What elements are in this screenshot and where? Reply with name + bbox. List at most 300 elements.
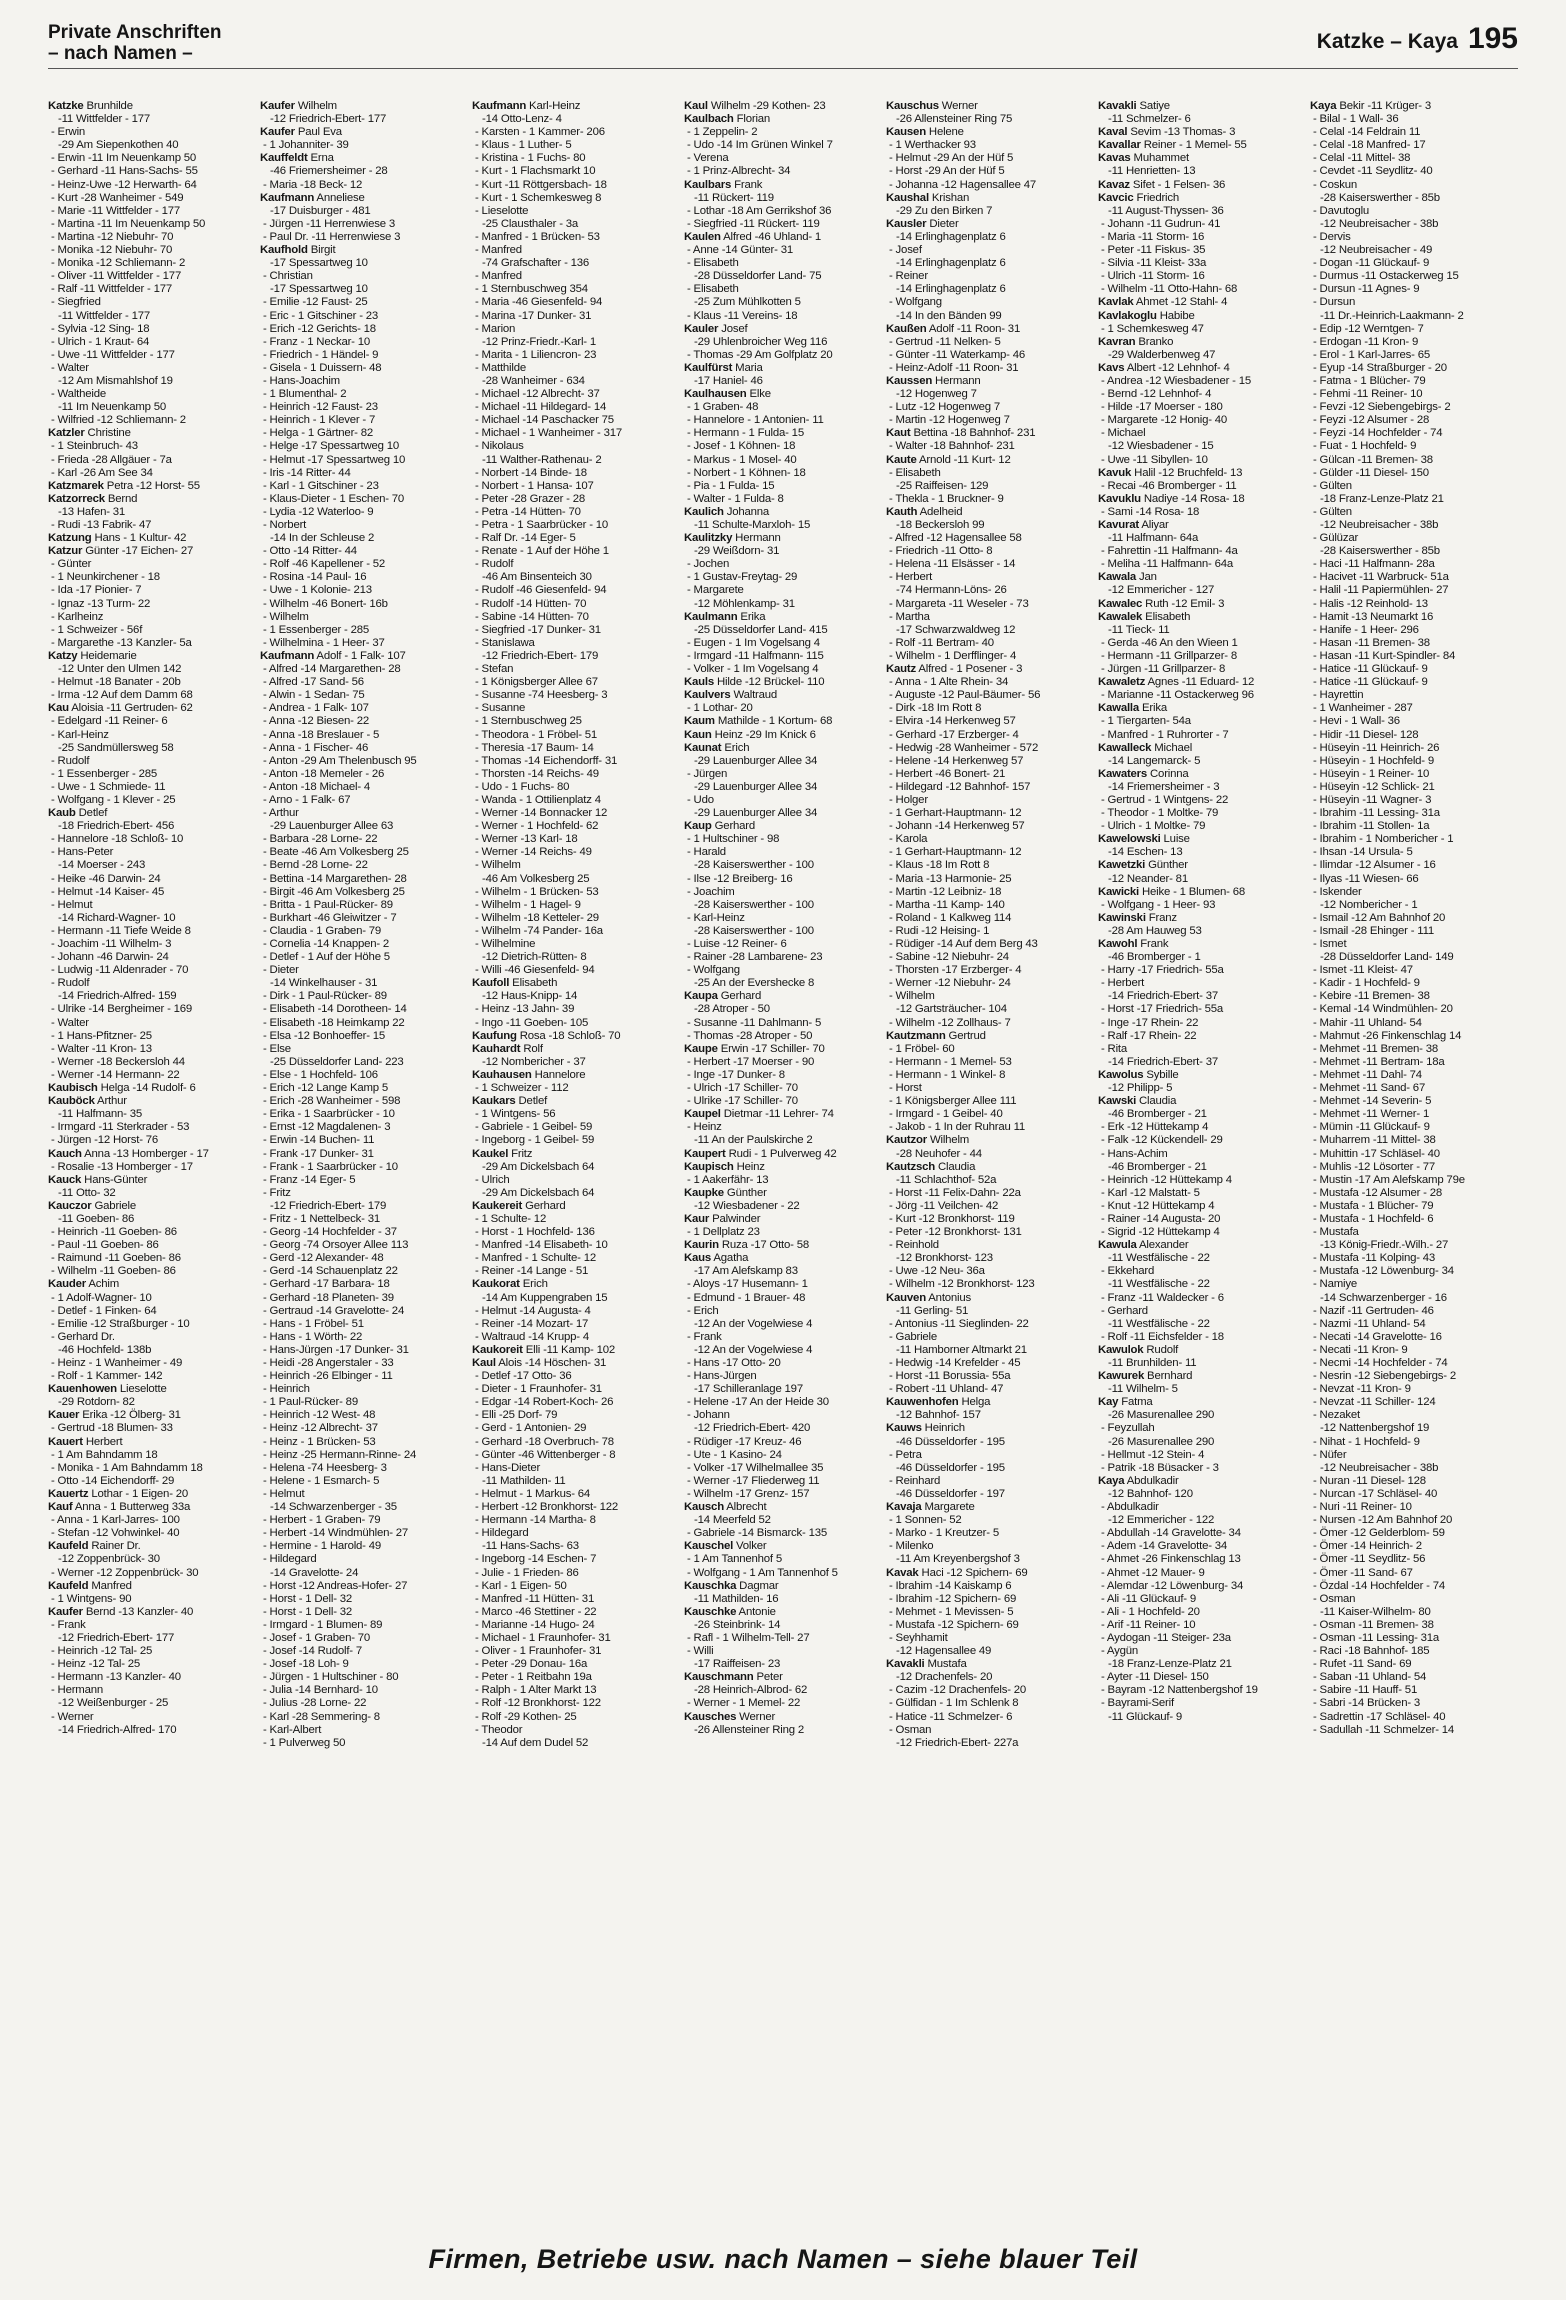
directory-entry: - Marita - 1 Liliencron- 23 — [475, 348, 597, 361]
directory-entry: Kavlak Ahmet -12 Stahl- 4 — [1098, 296, 1228, 309]
directory-entry: - Petra -14 Hütten- 70 — [475, 505, 581, 518]
directory-entry: -26 Masurenallee 290 — [1108, 1409, 1215, 1422]
directory-entry: - Wilhelm -18 Ketteler- 29 — [475, 911, 599, 924]
directory-entry: - Hildegard — [475, 1527, 529, 1540]
directory-entry: - Helmut -29 An der Hüf 5 — [889, 152, 1014, 165]
directory-entry: -28 Wanheimer - 634 — [482, 374, 585, 387]
directory-entry: - Hermann -13 Kanzler- 40 — [51, 1671, 181, 1684]
directory-entry: - Gülüzar — [1313, 532, 1359, 545]
directory-entry: Kaufmann Anneliese — [260, 191, 365, 204]
directory-entry: Kaukereit Gerhard — [472, 1199, 566, 1212]
directory-entry: - Mahmut -26 Finkenschlag 14 — [1313, 1029, 1462, 1042]
directory-entry: - Reiner -14 Mozart- 17 — [475, 1317, 589, 1330]
directory-entry: - Helmut -14 Augusta- 4 — [475, 1304, 591, 1317]
directory-entry: -25 Düsseldorfer Land- 223 — [270, 1055, 404, 1068]
directory-entry: - Gabriele — [889, 1330, 938, 1343]
directory-entry: - Uwe - 1 Kolonie- 213 — [263, 584, 372, 597]
directory-entry: Kaupa Gerhard — [684, 990, 762, 1003]
directory-entry: - Maria -18 Beck- 12 — [263, 178, 363, 191]
directory-entry: - Verena — [687, 152, 729, 165]
directory-entry: - Jürgen - 1 Hultschiner - 80 — [263, 1671, 399, 1684]
directory-entry: - Rudolf -46 Giesenfeld- 94 — [475, 584, 607, 597]
directory-entry: - Hüseyin - 1 Hochfeld- 9 — [1313, 754, 1434, 767]
directory-entry: - Ömer -12 Gelderblom- 59 — [1313, 1527, 1445, 1540]
directory-entry: - Oliver -11 Wittfelder - 177 — [51, 270, 182, 283]
directory-entry: - Ralf -11 Wittfelder - 177 — [51, 283, 172, 296]
directory-entry: -18 Friedrich-Ebert- 456 — [58, 820, 175, 833]
directory-entry: - Gertrud -18 Blumen- 33 — [51, 1422, 173, 1435]
directory-entry: - Erwin — [51, 126, 86, 139]
directory-entry: Kaur Palwinder — [684, 1212, 761, 1225]
directory-entry: - Anne -14 Günter- 31 — [687, 244, 793, 257]
directory-entry: - Markus - 1 Mosel- 40 — [687, 453, 797, 466]
directory-entry: -28 Düsseldorfer Land- 149 — [1320, 951, 1454, 964]
directory-entry: - Rufet -11 Sand- 69 — [1313, 1658, 1412, 1671]
directory-entry: - Erwin -14 Buchen- 11 — [263, 1134, 375, 1147]
directory-entry: - Thorsten -17 Erzberger- 4 — [889, 964, 1022, 977]
directory-entry: - Barbara -28 Lorne- 22 — [263, 833, 378, 846]
directory-entry: -25 Sandmüllersweg 58 — [58, 741, 174, 754]
directory-entry: - Erich -28 Wanheimer - 598 — [263, 1095, 401, 1108]
directory-entry: - Burkhart -46 Gleiwitzer - 7 — [263, 911, 397, 924]
directory-entry: -29 Weißdorn- 31 — [694, 545, 780, 558]
directory-entry: -12 Haus-Knipp- 14 — [482, 990, 578, 1003]
directory-entry: - Celal -11 Mittel- 38 — [1313, 152, 1411, 165]
directory-entry: - Irmgard -11 Sterkrader - 53 — [51, 1121, 190, 1134]
directory-entry: -11 Mathilden- 11 — [482, 1474, 566, 1487]
directory-entry: - Hans - 1 Wörth- 22 — [263, 1330, 363, 1343]
directory-entry: - Eugen - 1 Im Vogelsang 4 — [687, 636, 820, 649]
directory-entry: - Monika -12 Schliemann- 2 — [51, 257, 186, 270]
directory-entry: - Walter -11 Kron- 13 — [51, 1042, 152, 1055]
directory-entry: - Erk -12 Hüttekamp 4 — [1101, 1121, 1209, 1134]
directory-entry: Kaup Gerhard — [684, 820, 756, 833]
directory-entry: - Gülten — [1313, 505, 1352, 518]
directory-entry: -46 Bromberger - 1 — [1108, 951, 1201, 964]
directory-entry: -11 Dr.-Heinrich-Laakmann- 2 — [1320, 309, 1464, 322]
directory-entry: - Erwin -11 Im Neuenkamp 50 — [51, 152, 197, 165]
directory-entry: - Heinrich -12 Faust- 23 — [263, 401, 378, 414]
directory-entry: Kauffeldt Erna — [260, 152, 334, 165]
directory-entry: - Arno - 1 Falk- 67 — [263, 793, 351, 806]
directory-entry: -12 Friedrich-Ebert- 179 — [270, 1199, 387, 1212]
directory-entry: - Susanne — [475, 702, 526, 715]
directory-entry: - Anna - 1 Alte Rhein- 34 — [889, 676, 1009, 689]
directory-entry: Katzorreck Bernd — [48, 492, 138, 505]
directory-entry: -12 Unter den Ulmen 142 — [58, 663, 182, 676]
directory-entry: Kaut Bettina -18 Bahnhof- 231 — [886, 427, 1036, 440]
directory-entry: - Horst -11 Borussia- 55a — [889, 1370, 1011, 1383]
directory-entry: - 1 Steinbruch- 43 — [51, 440, 138, 453]
directory-entry: - Josef — [889, 244, 922, 257]
directory-entry: - Osman -11 Lessing- 31a — [1313, 1631, 1440, 1644]
directory-entry: -12 Wiesbadener - 22 — [694, 1199, 800, 1212]
directory-entry: - Andrea - 1 Falk- 107 — [263, 702, 369, 715]
directory-entry: - Gabriele - 1 Geibel- 59 — [475, 1121, 593, 1134]
directory-entry: -12 Bahnhof- 120 — [1108, 1487, 1193, 1500]
directory-entry: - Werner -14 Bonnacker 12 — [475, 807, 608, 820]
directory-entry: - Celal -18 Manfred- 17 — [1313, 139, 1426, 152]
directory-entry: - Pia - 1 Fulda- 15 — [687, 479, 775, 492]
directory-entry: Kaukel Fritz — [472, 1147, 533, 1160]
directory-entry: - Siegfried — [51, 296, 101, 309]
directory-entry: Kausch Albrecht — [684, 1501, 767, 1514]
directory-entry: - Wilhelm — [889, 990, 935, 1003]
directory-entry: Kay Fatma — [1098, 1396, 1153, 1409]
directory-entry: - Cazim -12 Drachenfels- 20 — [889, 1684, 1027, 1697]
directory-entry: -17 Raiffeisen- 23 — [694, 1658, 781, 1671]
directory-entry: - 1 Hultschiner - 98 — [687, 833, 780, 846]
directory-entry: - Helena -11 Elsässer - 14 — [889, 558, 1016, 571]
directory-entry: -17 Schilleranlage 197 — [694, 1383, 803, 1396]
directory-entry: - Alfred -17 Sand- 56 — [263, 676, 364, 689]
directory-entry: - Werner -13 Karl- 18 — [475, 833, 578, 846]
directory-entry: - Heinz -13 Jahn- 39 — [475, 1003, 575, 1016]
directory-entry: - Hans -17 Otto- 20 — [687, 1357, 781, 1369]
directory-entry: - Dursun — [1313, 296, 1356, 309]
directory-entry: - Jakob - 1 In der Ruhrau 11 — [889, 1121, 1026, 1134]
directory-entry: - Werner -12 Zoppenbrück- 30 — [51, 1566, 199, 1579]
directory-entry: - Elvira -14 Herkenweg 57 — [889, 715, 1016, 728]
directory-entry: -17 Spessartweg 10 — [270, 257, 368, 270]
directory-entry: -29 Rotdorn- 82 — [58, 1396, 135, 1409]
directory-entry: Kaußen Adolf -11 Roon- 31 — [886, 322, 1021, 335]
directory-entry: Kaufmann Adolf - 1 Falk- 107 — [260, 649, 406, 662]
directory-entry: Kauf Anna - 1 Butterweg 33a — [48, 1501, 191, 1514]
directory-entry: Kauer Erika -12 Ölberg- 31 — [48, 1409, 181, 1422]
directory-entry: - Siegfried -17 Dunker- 31 — [475, 623, 601, 636]
directory-entry: - Ute - 1 Kasino- 24 — [687, 1448, 782, 1461]
directory-entry: - Helmut — [263, 1487, 305, 1500]
directory-entry: - 1 Prinz-Albrecht- 34 — [687, 165, 791, 178]
directory-entry: - Thekla - 1 Bruckner- 9 — [889, 492, 1004, 505]
directory-entry: - Sabire -11 Hauff- 51 — [1313, 1684, 1418, 1697]
directory-entry: -17 Schwarzwaldweg 12 — [896, 623, 1016, 636]
directory-entry: - 1 Schulte- 12 — [475, 1212, 547, 1225]
directory-entry: -12 Nombericher - 1 — [1320, 898, 1418, 911]
directory-entry: Kauschka Dagmar — [684, 1579, 779, 1592]
directory-entry: - Matthilde — [475, 361, 526, 374]
directory-entry: -12 Zoppenbrück- 30 — [58, 1553, 160, 1566]
directory-entry: - Fatma - 1 Blücher- 79 — [1313, 374, 1426, 387]
directory-entry: - Jürgen -11 Grillparzer- 8 — [1101, 663, 1226, 676]
directory-entry: - Julia -14 Bernhard- 10 — [263, 1684, 378, 1697]
directory-entry: - Gabriele -14 Bismarck- 135 — [687, 1527, 827, 1540]
directory-entry: - Hermann - 1 Fulda- 15 — [687, 427, 804, 440]
directory-entry: - Heinrich -12 West- 48 — [263, 1409, 376, 1422]
directory-entry: Kawski Claudia — [1098, 1095, 1177, 1108]
directory-entry: - Theresia -17 Baum- 14 — [475, 741, 594, 754]
directory-entry: -29 Am Dickelsbach 64 — [482, 1160, 595, 1173]
directory-entry: -46 Düsseldorfer - 195 — [896, 1435, 1005, 1448]
directory-entry: - Hermann - 1 Memel- 53 — [889, 1055, 1012, 1068]
directory-entry: - Ömer -14 Heinrich- 2 — [1313, 1540, 1422, 1553]
directory-entry: Kaufung Rosa -18 Schloß- 70 — [472, 1029, 621, 1042]
directory-entry: - Kristina - 1 Fuchs- 80 — [475, 152, 586, 165]
directory-entry: - 1 Königsberger Allee 67 — [475, 676, 598, 689]
directory-entry: - Anton -29 Am Thelenbusch 95 — [263, 754, 417, 767]
directory-entry: -12 Bahnhof- 157 — [896, 1409, 981, 1422]
directory-entry: - 1 Lothar- 20 — [687, 702, 753, 715]
directory-entry: - Ingeborg -14 Eschen- 7 — [475, 1553, 597, 1566]
directory-entry: - Karl-Heinz — [51, 728, 109, 741]
directory-entry: - Helena -74 Heesberg- 3 — [263, 1461, 387, 1474]
directory-entry: Kavakli Mustafa — [886, 1658, 967, 1671]
directory-entry: -11 Halfmann- 35 — [58, 1108, 142, 1121]
directory-entry: Kauhausen Hannelore — [472, 1068, 586, 1081]
directory-entry: - Ingo -11 Goeben- 105 — [475, 1016, 589, 1029]
directory-entry: Kauth Adelheid — [886, 505, 963, 518]
directory-entry: - Rainer -14 Augusta- 20 — [1101, 1212, 1221, 1225]
directory-entry: - Paul -11 Goeben- 86 — [51, 1239, 159, 1252]
directory-entry: Kauls Hilde -12 Brückel- 110 — [684, 676, 825, 689]
directory-entry: Kaufeld Manfred — [48, 1579, 132, 1592]
directory-entry: - Marina -17 Dunker- 31 — [475, 309, 592, 322]
directory-entry: -14 Langemarck- 5 — [1108, 754, 1201, 767]
directory-entry: - 1 Gerhart-Hauptmann- 12 — [889, 846, 1022, 859]
directory-entry: - Wilhelm -17 Grenz- 157 — [687, 1487, 810, 1500]
directory-entry: - Heinz -12 Tal- 25 — [51, 1658, 141, 1671]
directory-entry: Kaufhold Birgit — [260, 244, 336, 257]
directory-entry: - 1 Wintgens- 56 — [475, 1108, 556, 1121]
directory-entry: - Nursen -12 Am Bahnhof 20 — [1313, 1514, 1453, 1527]
directory-entry: - Julie - 1 Frieden- 86 — [475, 1566, 579, 1579]
directory-entry: - Erich -12 Lange Kamp 5 — [263, 1082, 388, 1095]
directory-entry: - Elisabeth — [687, 283, 739, 296]
directory-entry: Kavurat Aliyar — [1098, 519, 1169, 531]
directory-entry: - Cornelia -14 Knappen- 2 — [263, 938, 390, 950]
directory-entry: - Davutoglu — [1313, 204, 1370, 217]
directory-entry: - Wilhelm -74 Pander- 16a — [475, 924, 603, 937]
directory-entry: - Mustafa - 1 Blücher- 79 — [1313, 1199, 1434, 1212]
directory-entry: - Erdogan -11 Kron- 9 — [1313, 335, 1419, 348]
directory-entry: - Karl -12 Malstatt- 5 — [1101, 1186, 1200, 1199]
directory-entry: - Walter — [51, 361, 89, 374]
directory-entry: - Friedrich -11 Otto- 8 — [889, 545, 993, 558]
directory-entry: - Rita — [1101, 1042, 1128, 1055]
directory-entry: -46 Hochfeld- 138b — [58, 1343, 152, 1356]
directory-entry: - Dieter - 1 Fraunhofer- 31 — [475, 1383, 602, 1396]
directory-entry: - Uwe -11 Sibyllen- 10 — [1101, 453, 1208, 466]
directory-entry: - Dervis — [1313, 230, 1351, 243]
directory-entry: - Detlef - 1 Auf der Höhe 5 — [263, 951, 390, 964]
directory-entry: Kaya Bekir -11 Krüger- 3 — [1310, 100, 1431, 112]
directory-entry: - Karsten - 1 Kammer- 206 — [475, 126, 605, 139]
directory-entry: -29 Zu den Birken 7 — [896, 204, 993, 217]
directory-entry: - Thomas -28 Atroper - 50 — [687, 1029, 813, 1042]
directory-entry: -28 Atroper - 50 — [694, 1003, 770, 1016]
directory-entry: -11 Goeben- 86 — [58, 1212, 135, 1225]
directory-entry: -12 Nombericher - 37 — [482, 1055, 586, 1068]
directory-entry: - Halil -11 Papiermühlen- 27 — [1313, 584, 1449, 597]
directory-entry: -12 Möhlenkamp- 31 — [694, 597, 795, 610]
directory-entry: - Wilhelm -12 Bronkhorst- 123 — [889, 1278, 1035, 1291]
directory-entry: - Recai -46 Bromberger - 11 — [1101, 479, 1237, 492]
directory-entry: Kauws Heinrich — [886, 1422, 965, 1435]
directory-entry: - Werner -12 Niebuhr- 24 — [889, 977, 1011, 990]
directory-entry: - Nuri -11 Reiner- 10 — [1313, 1501, 1412, 1514]
directory-entry: - Kadir - 1 Hochfeld- 9 — [1313, 977, 1420, 990]
directory-entry: - Hatice -11 Glückauf- 9 — [1313, 663, 1428, 676]
directory-entry: - 1 Paul-Rücker- 89 — [263, 1396, 358, 1409]
directory-entry: - Jürgen -12 Horst- 76 — [51, 1134, 159, 1147]
directory-entry: - Arif -11 Reiner- 10 — [1101, 1618, 1196, 1631]
directory-entry: - Thomas -14 Eichendorff- 31 — [475, 754, 618, 767]
directory-entry: -28 Düsseldorfer Land- 75 — [694, 270, 822, 283]
directory-entry: -11 August-Thyssen- 36 — [1108, 204, 1224, 217]
directory-entry: Kawicki Heike - 1 Blumen- 68 — [1098, 885, 1245, 898]
directory-entry: - Oliver - 1 Fraunhofer- 31 — [475, 1645, 602, 1658]
directory-entry: -11 Kaiser-Wilhelm- 80 — [1320, 1605, 1431, 1618]
directory-entry: - Ulrich -17 Schiller- 70 — [687, 1082, 798, 1095]
directory-entry: - Else - 1 Hochfeld- 106 — [263, 1068, 378, 1081]
directory-entry: -12 Emmericher - 127 — [1108, 584, 1215, 597]
directory-entry: -14 Erlinghagenplatz 6 — [896, 230, 1006, 243]
directory-entry: Kaupel Dietmar -11 Lehrer- 74 — [684, 1108, 834, 1121]
directory-entry: - Ibrahim - 1 Nombericher - 1 — [1313, 833, 1454, 846]
directory-entry: - Michael - 1 Wanheimer - 317 — [475, 427, 622, 440]
directory-entry: - 1 Essenberger - 285 — [263, 623, 369, 636]
directory-entry: - Kurt -12 Bronkhorst- 119 — [889, 1212, 1015, 1225]
directory-entry: - Wolfgang - 1 Heer- 93 — [1101, 898, 1216, 911]
directory-entry: -12 An der Vogelwiese 4 — [694, 1317, 813, 1330]
directory-entry: - Herbert -14 Windmühlen- 27 — [263, 1527, 409, 1540]
directory-entry: -12 Neubreisacher - 38b — [1320, 1461, 1439, 1474]
directory-entry: - Norbert -14 Binde- 18 — [475, 466, 587, 479]
directory-entry: Kauböck Arthur — [48, 1095, 127, 1108]
directory-entry: Kauschke Antonie — [684, 1605, 776, 1618]
directory-entry: - Johanna -12 Hagensallee 47 — [889, 178, 1037, 191]
directory-entry: - Andrea -12 Wiesbadener - 15 — [1101, 374, 1251, 387]
directory-entry: -29 Lauenburger Allee 34 — [694, 780, 818, 793]
directory-entry: - Frank - 1 Saarbrücker - 10 — [263, 1160, 398, 1173]
directory-entry: - Adem -14 Gravelotte- 34 — [1101, 1540, 1228, 1553]
directory-entry: - Nazif -11 Gertruden- 46 — [1313, 1304, 1434, 1317]
directory-entry: Kauertz Lothar - 1 Eigen- 20 — [48, 1487, 189, 1500]
directory-entry: - Feyzi -12 Alsumer - 28 — [1313, 414, 1430, 427]
directory-entry: - Heinz-Adolf -11 Roon- 31 — [889, 361, 1019, 374]
directory-entry: - Halis -12 Reinhold- 13 — [1313, 597, 1428, 610]
directory-entry: - Norbert — [263, 519, 307, 531]
directory-entry: - Johann -11 Gudrun- 41 — [1101, 217, 1221, 230]
directory-entry: -12 Neubreisacher - 38b — [1320, 519, 1439, 531]
directory-entry: - Bayram -12 Nattenbergshof 19 — [1101, 1684, 1258, 1697]
directory-entry: - Udo -14 Im Grünen Winkel 7 — [687, 139, 833, 152]
directory-entry: - Ismet — [1313, 938, 1347, 950]
directory-entry: - Heinrich — [263, 1383, 310, 1396]
page-range-heading — [1317, 22, 1518, 56]
directory-entry: - Gertraud -14 Gravelotte- 24 — [263, 1304, 405, 1317]
directory-entry: - Birgit -46 Am Volkesberg 25 — [263, 885, 405, 898]
directory-entry: -11 Westfälische - 22 — [1108, 1317, 1210, 1330]
directory-entry: - Cevdet -11 Seydlitz- 40 — [1313, 165, 1433, 178]
directory-entry: - Nüfer — [1313, 1448, 1347, 1461]
directory-entry: - Abdulkadir — [1101, 1501, 1159, 1514]
directory-entry: - 1 Fröbel- 60 — [889, 1042, 955, 1055]
directory-entry: -29 Lauenburger Allee 34 — [694, 807, 818, 820]
directory-entry: Kaufmann Karl-Heinz — [472, 100, 581, 112]
directory-entry: - Abdullah -14 Gravelotte- 34 — [1101, 1527, 1241, 1540]
directory-entry: - 1 Werthacker 93 — [889, 139, 976, 152]
directory-entry: Katzy Heidemarie — [48, 649, 137, 662]
directory-entry: - Sabine -14 Hütten- 70 — [475, 610, 589, 623]
directory-entry: - Hannelore -18 Schloß- 10 — [51, 833, 184, 846]
directory-entry: - Anna - 1 Fischer- 46 — [263, 741, 369, 754]
directory-entry: Katzler Christine — [48, 427, 131, 440]
directory-entry: - Uwe -12 Neu- 36a — [889, 1265, 985, 1278]
directory-entry: - Alwin - 1 Sedan- 75 — [263, 689, 365, 702]
directory-entry: -12 Philipp- 5 — [1108, 1082, 1173, 1095]
directory-entry: -14 Eschen- 13 — [1108, 846, 1183, 859]
directory-entry: -13 König-Friedr.-Wilh.- 27 — [1320, 1239, 1449, 1252]
directory-entry: Kaulhausen Elke — [684, 388, 771, 401]
directory-entry: - Peter -12 Bronkhorst- 131 — [889, 1226, 1022, 1239]
directory-entry: - Manfred — [475, 270, 522, 283]
directory-entry: - Hildegard -12 Bahnhof- 157 — [889, 780, 1031, 793]
directory-entry: - Mustafa - 1 Hochfeld- 6 — [1313, 1212, 1434, 1225]
directory-entry: - Karl-Heinz — [687, 911, 745, 924]
directory-entry: - Werner - 1 Memel- 22 — [687, 1697, 801, 1710]
directory-entry: - Hüseyin -12 Schlick- 21 — [1313, 780, 1435, 793]
section-title — [48, 22, 222, 64]
directory-entry: - Iskender — [1313, 885, 1362, 898]
directory-entry: - Werner -18 Beckersloh 44 — [51, 1055, 185, 1068]
directory-entry: - Lydia -12 Waterloo- 9 — [263, 505, 374, 518]
directory-entry: - Helene - 1 Esmarch- 5 — [263, 1474, 380, 1487]
directory-entry: - Özdal -14 Hochfelder - 74 — [1313, 1579, 1445, 1592]
directory-entry: - Necati -14 Gravelotte- 16 — [1313, 1330, 1442, 1343]
directory-entry: - Emilie -12 Straßburger - 10 — [51, 1317, 190, 1330]
directory-entry: - Nazmi -11 Uhland- 54 — [1313, 1317, 1426, 1330]
directory-entry: - Wanda - 1 Ottilienplatz 4 — [475, 793, 601, 806]
directory-entry: - Ali -11 Glückauf- 9 — [1101, 1592, 1196, 1605]
directory-entry: -14 Erlinghagenplatz 6 — [896, 257, 1006, 270]
directory-entry: - Aydogan -11 Steiger- 23a — [1101, 1631, 1231, 1644]
directory-entry: - Hevi - 1 Wall- 36 — [1313, 715, 1400, 728]
directory-entry: - Mustafa -11 Kolping- 43 — [1313, 1252, 1436, 1265]
directory-entry: Kauczor Gabriele — [48, 1199, 136, 1212]
directory-entry: Kausen Helene — [886, 126, 964, 139]
directory-entry: - Gerhard — [1101, 1304, 1148, 1317]
directory-entry: Kautz Alfred - 1 Posener - 3 — [886, 663, 1023, 676]
directory-entry: - Inge -17 Dunker- 8 — [687, 1068, 785, 1081]
directory-entry: - 1 Adolf-Wagner- 10 — [51, 1291, 152, 1304]
directory-entry: - Sadullah -11 Schmelzer- 14 — [1313, 1723, 1455, 1736]
directory-entry: - Hasan -11 Kurt-Spindler- 84 — [1313, 649, 1456, 662]
directory-entry: - Ludwig -11 Aldenrader - 70 — [51, 964, 189, 977]
directory-entry: - Edip -12 Werntgen- 7 — [1313, 322, 1424, 335]
directory-entry: - Martin -12 Hogenweg 7 — [889, 414, 1010, 427]
directory-entry: Kavas Muhammet — [1098, 152, 1189, 165]
directory-entry: - Kurt -28 Wanheimer - 549 — [51, 191, 184, 204]
directory-entry: Kawaletz Agnes -11 Eduard- 12 — [1098, 676, 1255, 689]
directory-entry: - Frieda -28 Allgäuer - 7a — [51, 453, 172, 466]
directory-entry: - Eyup -14 Straßburger - 20 — [1313, 361, 1447, 374]
directory-entry: - Waltheide — [51, 388, 106, 401]
directory-entry: Kaute Arnold -11 Kurt- 12 — [886, 453, 1011, 466]
directory-entry: - Wilhelm — [475, 859, 521, 872]
directory-entry: Kauschmann Peter — [684, 1671, 783, 1684]
directory-entry: - Marion — [475, 322, 516, 335]
directory-entry: -29 Uhlenbroicher Weg 116 — [694, 335, 828, 348]
directory-entry: -26 Steinbrink- 14 — [694, 1618, 781, 1631]
directory-entry: Kauler Josef — [684, 322, 748, 335]
directory-entry: -12 Emmericher - 122 — [1108, 1514, 1215, 1527]
directory-entry: - Horst -11 Felix-Dahn- 22a — [889, 1186, 1021, 1199]
directory-entry: -46 Düsseldorfer - 195 — [896, 1461, 1005, 1474]
directory-entry: - 1 Schweizer - 112 — [475, 1082, 569, 1095]
directory-entry: - 1 Königsberger Allee 111 — [889, 1095, 1017, 1108]
